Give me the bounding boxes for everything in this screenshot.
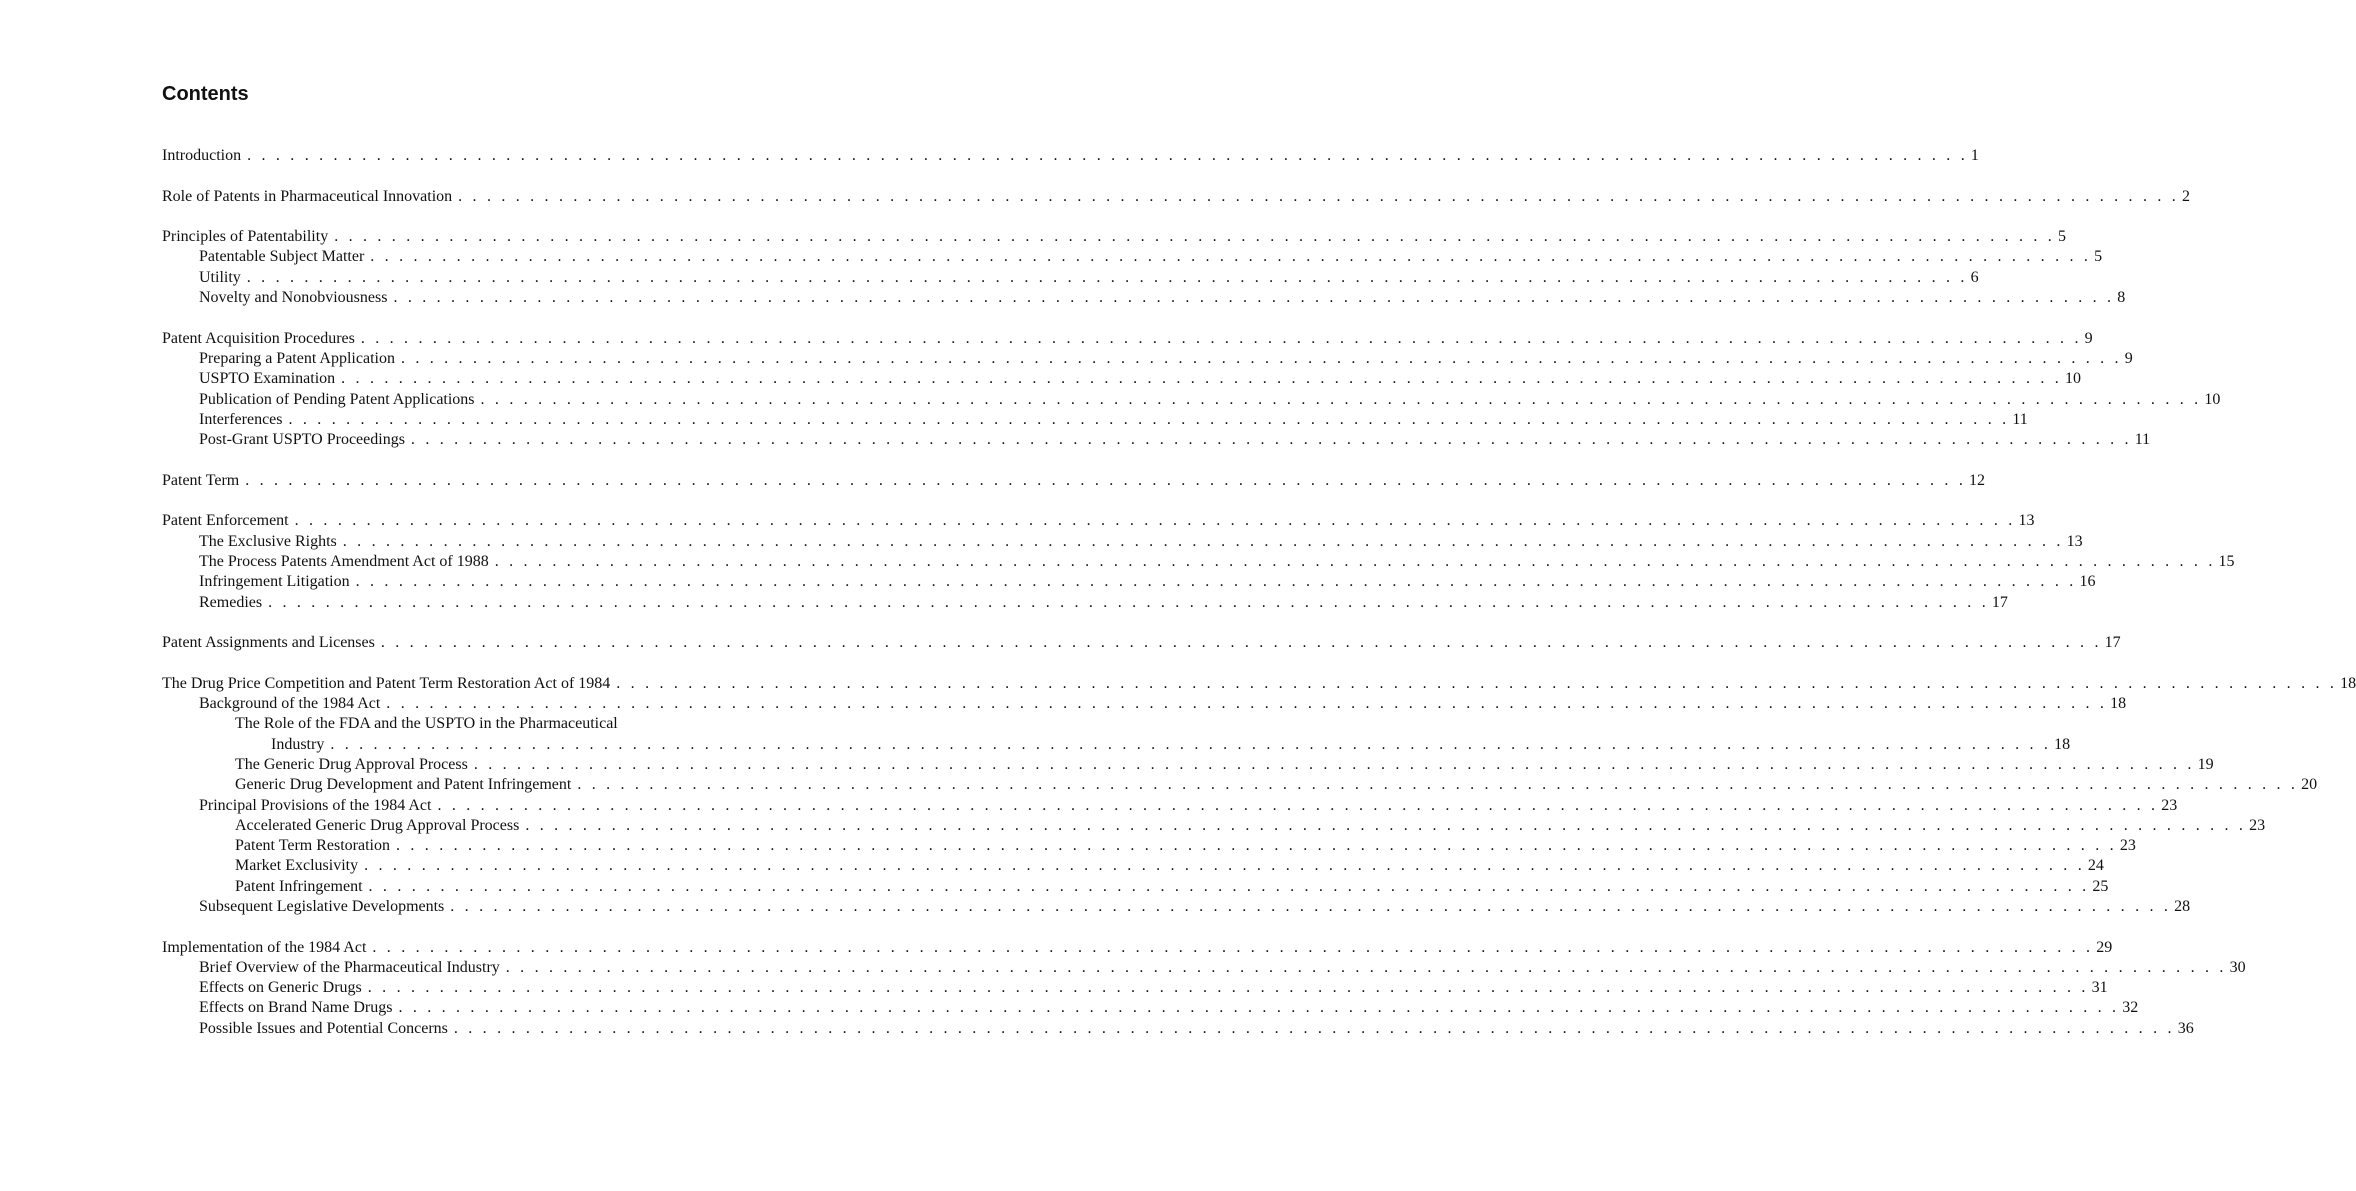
toc-page-number: 11: [2012, 410, 2028, 428]
toc-entry[interactable]: [162, 938, 2113, 958]
toc-entry[interactable]: [162, 572, 2096, 592]
dot-leader: . . . . . . . . . . . . . . . . . . . . . . . . . . . . . . . . . . . . . . . . . . . . . . . . . . . . . . . . . . . . . . . . . . . . . . . . . . . . . . . . . . . . . . . . . . . . . . . . . . . . . . . . . . . . . . . . . . . . . . . .: [294, 512, 2016, 530]
toc-page-number: 18: [2340, 674, 2356, 692]
toc-entry-title: Post-Grant USPTO Proceedings: [199, 431, 405, 449]
toc-entry[interactable]: [162, 268, 1979, 288]
toc-entry-title: Possible Issues and Potential Concerns: [199, 1019, 448, 1037]
dot-leader: . . . . . . . . . . . . . . . . . . . . . . . . . . . . . . . . . . . . . . . . . . . . . . . . . . . . . . . . . . . . . . . . . . . . . . . . . . . . . . . . . . . . . . . . . . . . . . . . . . . . . . . . . . . . . . . . . . . . . . . .: [437, 796, 2159, 814]
toc-page-number: 6: [1970, 268, 1979, 286]
toc-entry-title: Generic Drug Development and Patent Infringement: [235, 776, 572, 794]
toc-page-number: 9: [2084, 329, 2093, 347]
toc-page-number: 29: [2096, 938, 2113, 956]
toc-page-number: 16: [2079, 573, 2096, 591]
toc-entry-title: The Exclusive Rights: [199, 532, 337, 550]
toc-entry[interactable]: [162, 897, 2191, 917]
dot-leader: . . . . . . . . . . . . . . . . . . . . . . . . . . . . . . . . . . . . . . . . . . . . . . . . . . . . . . . . . . . . . . . . . . . . . . . . . . . . . . . . . . . . . . . . . . . . . . . . . . . . . . . . . . . . . . . . . . . . . . . .: [245, 471, 1967, 489]
dot-leader: . . . . . . . . . . . . . . . . . . . . . . . . . . . . . . . . . . . . . . . . . . . . . . . . . . . . . . . . . . . . . . . . . . . . . . . . . . . . . . . . . . . . . . . . . . . . . . . . . . . . . . . . . . . . . . . . . . . . . . . .: [505, 958, 2227, 976]
toc-page-number: 36: [2177, 1019, 2194, 1037]
toc-entry-title: Accelerated Generic Drug Approval Process: [235, 816, 520, 834]
toc-section: [162, 187, 2190, 207]
toc-entry-title: Preparing a Patent Application: [199, 349, 395, 367]
dot-leader: . . . . . . . . . . . . . . . . . . . . . . . . . . . . . . . . . . . . . . . . . . . . . . . . . . . . . . . . . . . . . . . . . . . . . . . . . . . . . . . . . . . . . . . . . . . . . . . . . . . . . . . . . . . . . . . . . . . . . . . .: [368, 877, 2090, 895]
toc-page-number: 23: [2161, 796, 2178, 814]
toc-entry-title: Effects on Generic Drugs: [199, 979, 362, 997]
toc-entry[interactable]: [162, 816, 2266, 836]
toc-entry[interactable]: [162, 775, 2318, 795]
toc-page-number: 18: [2110, 695, 2127, 713]
toc-entry[interactable]: [162, 329, 2093, 349]
dot-leader: . . . . . . . . . . . . . . . . . . . . . . . . . . . . . . . . . . . . . . . . . . . . . . . . . . . . . . . . . . . . . . . . . . . . . . . . . . . . . . . . . . . . . . . . . . . . . . . . . . . . . . . . . . . . . . . . . . . . . . . .: [577, 776, 2299, 794]
toc-page-number: 17: [1991, 593, 2008, 611]
toc-entry[interactable]: [162, 978, 2108, 998]
toc-entry-title: Infringement Litigation: [199, 573, 350, 591]
toc-entry[interactable]: [162, 836, 2136, 856]
toc-entry-title: Patent Term: [162, 471, 240, 489]
toc-page-number: 15: [2218, 552, 2235, 570]
toc-page-number: 31: [2091, 979, 2108, 997]
dot-leader: . . . . . . . . . . . . . . . . . . . . . . . . . . . . . . . . . . . . . . . . . . . . . . . . . . . . . . . . . . . . . . . . . . . . . . . . . . . . . . . . . . . . . . . . . . . . . . . . . . . . . . . . . . . . . . . . . . . . . . . .: [246, 268, 1968, 286]
toc-page-number: 30: [2229, 958, 2246, 976]
toc-entry[interactable]: [162, 998, 2139, 1018]
toc-entry-title: Introduction: [162, 147, 242, 164]
dot-leader: . . . . . . . . . . . . . . . . . . . . . . . . . . . . . . . . . . . . . . . . . . . . . . . . . . . . . . . . . . . . . . . . . . . . . . . . . . . . . . . . . . . . . . . . . . . . . . . . . . . . . . . . . . . . . . . . . . . . . . . .: [334, 228, 2056, 246]
toc-section: [162, 329, 2221, 451]
dot-leader: . . . . . . . . . . . . . . . . . . . . . . . . . . . . . . . . . . . . . . . . . . . . . . . . . . . . . . . . . . . . . . . . . . . . . . . . . . . . . . . . . . . . . . . . . . . . . . . . . . . . . . . . . . . . . . . . . . . . . . . .: [360, 329, 2082, 347]
toc-section: [162, 674, 2356, 918]
toc-entry-title: Novelty and Nonobviousness: [199, 289, 388, 307]
toc-entry[interactable]: [162, 187, 2190, 207]
toc-entry[interactable]: [162, 552, 2235, 572]
dot-leader: . . . . . . . . . . . . . . . . . . . . . . . . . . . . . . . . . . . . . . . . . . . . . . . . . . . . . . . . . . . . . . . . . . . . . . . . . . . . . . . . . . . . . . . . . . . . . . . . . . . . . . . . . . . . . . . . . . . . . . . .: [364, 857, 2085, 875]
dot-leader: . . . . . . . . . . . . . . . . . . . . . . . . . . . . . . . . . . . . . . . . . . . . . . . . . . . . . . . . . . . . . . . . . . . . . . . . . . . . . . . . . . . . . . . . . . . . . . . . . . . . . . . . . . . . . . . . . . . . . . . .: [616, 674, 2338, 692]
dot-leader: . . . . . . . . . . . . . . . . . . . . . . . . . . . . . . . . . . . . . . . . . . . . . . . . . . . . . . . . . . . . . . . . . . . . . . . . . . . . . . . . . . . . . . . . . . . . . . . . . . . . . . . . . . . . . . . . . . . . . . . .: [458, 187, 2179, 205]
toc-entry-title: The Drug Price Competition and Patent Term Restoration Act of 1984: [162, 674, 611, 692]
toc-entry[interactable]: [162, 755, 2214, 775]
toc-entry-title: The Generic Drug Approval Process: [235, 755, 468, 773]
dot-leader: . . . . . . . . . . . . . . . . . . . . . . . . . . . . . . . . . . . . . . . . . . . . . . . . . . . . . . . . . . . . . . . . . . . . . . . . . . . . . . . . . . . . . . . . . . . . . . . . . . . . . . . . . . . . . . . . . . . . . . . .: [450, 897, 2172, 915]
dot-leader: . . . . . . . . . . . . . . . . . . . . . . . . . . . . . . . . . . . . . . . . . . . . . . . . . . . . . . . . . . . . . . . . . . . . . . . . . . . . . . . . . . . . . . . . . . . . . . . . . . . . . . . . . . . . . . . . . . . . . . . .: [372, 938, 2094, 956]
toc-entry[interactable]: [162, 390, 2221, 410]
toc-section: [162, 227, 2126, 308]
dot-leader: . . . . . . . . . . . . . . . . . . . . . . . . . . . . . . . . . . . . . . . . . . . . . . . . . . . . . . . . . . . . . . . . . . . . . . . . . . . . . . . . . . . . . . . . . . . . . . . . . . . . . . . . . . . . . . . . . . . . . . . .: [393, 289, 2115, 307]
dot-leader: . . . . . . . . . . . . . . . . . . . . . . . . . . . . . . . . . . . . . . . . . . . . . . . . . . . . . . . . . . . . . . . . . . . . . . . . . . . . . . . . . . . . . . . . . . . . . . . . . . . . . . . . . . . . . . . . . . . . . . . .: [268, 593, 1989, 611]
dot-leader: . . . . . . . . . . . . . . . . . . . . . . . . . . . . . . . . . . . . . . . . . . . . . . . . . . . . . . . . . . . . . . . . . . . . . . . . . . . . . . . . . . . . . . . . . . . . . . . . . . . . . . . . . . . . . . . . . . . . . . . .: [288, 410, 2010, 428]
dot-leader: . . . . . . . . . . . . . . . . . . . . . . . . . . . . . . . . . . . . . . . . . . . . . . . . . . . . . . . . . . . . . . . . . . . . . . . . . . . . . . . . . . . . . . . . . . . . . . . . . . . . . . . . . . . . . . . . . . . . . . . .: [494, 552, 2216, 570]
toc-entry[interactable]: [162, 247, 2103, 267]
toc-entry[interactable]: [162, 877, 2109, 897]
page-title: Contents: [162, 83, 249, 105]
toc-section: [162, 471, 1986, 491]
toc-entry-title: Remedies: [199, 593, 263, 611]
toc-entry[interactable]: [162, 430, 2151, 450]
dot-leader: . . . . . . . . . . . . . . . . . . . . . . . . . . . . . . . . . . . . . . . . . . . . . . . . . . . . . . . . . . . . . . . . . . . . . . . . . . . . . . . . . . . . . . . . . . . . . . . . . . . . . . . . . . . . . . . . . . . . . . . .: [247, 147, 1968, 164]
toc-page-number: 28: [2174, 897, 2191, 915]
toc-entry-title: Principal Provisions of the 1984 Act: [199, 796, 432, 814]
toc-entry[interactable]: [162, 288, 2126, 308]
toc-page-number: 5: [2094, 248, 2103, 266]
toc-page-number: 8: [2117, 289, 2126, 307]
toc-entry[interactable]: [162, 471, 1986, 491]
toc-entry[interactable]: [162, 694, 2127, 714]
toc-entry-title: Patentable Subject Matter: [199, 248, 365, 266]
toc-entry-title: Patent Acquisition Procedures: [162, 329, 355, 347]
toc-entry[interactable]: [162, 735, 2071, 755]
toc-entry-title: Industry: [271, 735, 325, 753]
dot-leader: . . . . . . . . . . . . . . . . . . . . . . . . . . . . . . . . . . . . . . . . . . . . . . . . . . . . . . . . . . . . . . . . . . . . . . . . . . . . . . . . . . . . . . . . . . . . . . . . . . . . . . . . . . . . . . . . . . . . . . . .: [367, 979, 2089, 997]
toc-entry-title: Role of Patents in Pharmaceutical Innovation: [162, 187, 453, 205]
toc-entry-title: Patent Term Restoration: [235, 837, 390, 855]
toc-entry[interactable]: [162, 674, 2356, 694]
toc-page-number: 19: [2197, 755, 2214, 773]
dot-leader: . . . . . . . . . . . . . . . . . . . . . . . . . . . . . . . . . . . . . . . . . . . . . . . . . . . . . . . . . . . . . . . . . . . . . . . . . . . . . . . . . . . . . . . . . . . . . . . . . . . . . . . . . . . . . . . . . . . . . . . .: [330, 735, 2052, 753]
toc-entry[interactable]: [162, 349, 2133, 369]
table-of-contents: [162, 146, 2356, 1059]
toc-entry-title: Publication of Pending Patent Applications: [199, 390, 475, 408]
dot-leader: . . . . . . . . . . . . . . . . . . . . . . . . . . . . . . . . . . . . . . . . . . . . . . . . . . . . . . . . . . . . . . . . . . . . . . . . . . . . . . . . . . . . . . . . . . . . . . . . . . . . . . . . . . . . . . . . . . . . . . . .: [400, 349, 2122, 367]
toc-page-number: 10: [2064, 370, 2081, 388]
toc-page-number: 10: [2204, 390, 2221, 408]
toc-entry[interactable]: [162, 410, 2028, 430]
dot-leader: . . . . . . . . . . . . . . . . . . . . . . . . . . . . . . . . . . . . . . . . . . . . . . . . . . . . . . . . . . . . . . . . . . . . . . . . . . . . . . . . . . . . . . . . . . . . . . . . . . . . . . . . . . . . . . . . . . . . . . . .: [525, 816, 2247, 834]
toc-entry-title: Market Exclusivity: [235, 857, 359, 875]
toc-entry[interactable]: [162, 1019, 2194, 1039]
toc-page-number: 9: [2124, 349, 2133, 367]
toc-entry-title: Implementation of the 1984 Act: [162, 938, 367, 956]
dot-leader: . . . . . . . . . . . . . . . . . . . . . . . . . . . . . . . . . . . . . . . . . . . . . . . . . . . . . . . . . . . . . . . . . . . . . . . . . . . . . . . . . . . . . . . . . . . . . . . . . . . . . . . . . . . . . . . . . . . . . . . .: [396, 837, 2117, 855]
toc-entry-title: Patent Enforcement: [162, 512, 289, 530]
toc-page-number: 24: [2087, 857, 2104, 875]
toc-page-number: 12: [1969, 471, 1986, 489]
toc-entry-title: Principles of Patentability: [162, 228, 329, 246]
toc-page-number: 32: [2122, 999, 2139, 1017]
toc-page-number: 11: [2134, 431, 2151, 449]
dot-leader: . . . . . . . . . . . . . . . . . . . . . . . . . . . . . . . . . . . . . . . . . . . . . . . . . . . . . . . . . . . . . . . . . . . . . . . . . . . . . . . . . . . . . . . . . . . . . . . . . . . . . . . . . . . . . . . . . . . . . . . .: [480, 390, 2202, 408]
toc-entry[interactable]: [162, 633, 2121, 653]
toc-page-number: 5: [2058, 228, 2067, 246]
toc-entry[interactable]: [162, 796, 2178, 816]
toc-page-number: 25: [2092, 877, 2109, 895]
toc-entry-title: The Process Patents Amendment Act of 1988: [199, 552, 489, 570]
toc-page-number: 18: [2054, 735, 2071, 753]
dot-leader: . . . . . . . . . . . . . . . . . . . . . . . . . . . . . . . . . . . . . . . . . . . . . . . . . . . . . . . . . . . . . . . . . . . . . . . . . . . . . . . . . . . . . . . . . . . . . . . . . . . . . . . . . . . . . . . . . . . . . . . .: [341, 370, 2062, 388]
toc-entry-title: Subsequent Legislative Developments: [199, 897, 445, 915]
toc-entry-title: Effects on Brand Name Drugs: [199, 999, 393, 1017]
toc-entry[interactable]: [162, 146, 1979, 166]
toc-entry-title: Background of the 1984 Act: [199, 695, 381, 713]
toc-entry[interactable]: [162, 532, 2083, 552]
toc-page-number: 23: [2119, 837, 2136, 855]
toc-page-number: 23: [2249, 816, 2266, 834]
toc-page-number: 20: [2301, 776, 2318, 794]
toc-page-number: 17: [2104, 634, 2121, 652]
dot-leader: . . . . . . . . . . . . . . . . . . . . . . . . . . . . . . . . . . . . . . . . . . . . . . . . . . . . . . . . . . . . . . . . . . . . . . . . . . . . . . . . . . . . . . . . . . . . . . . . . . . . . . . . . . . . . . . . . . . . . . . .: [398, 999, 2120, 1017]
toc-entry[interactable]: [162, 369, 2081, 389]
toc-page-number: 13: [2018, 512, 2035, 530]
toc-page-number: 13: [2066, 532, 2083, 550]
toc-entry[interactable]: [162, 856, 2104, 876]
toc-entry[interactable]: [162, 511, 2035, 531]
toc-entry-title: Brief Overview of the Pharmaceutical Industry: [199, 958, 500, 976]
toc-entry[interactable]: [162, 593, 2008, 613]
dot-leader: . . . . . . . . . . . . . . . . . . . . . . . . . . . . . . . . . . . . . . . . . . . . . . . . . . . . . . . . . . . . . . . . . . . . . . . . . . . . . . . . . . . . . . . . . . . . . . . . . . . . . . . . . . . . . . . . . . . . . . . .: [453, 1019, 2175, 1037]
toc-entry[interactable]: [162, 227, 2067, 247]
dot-leader: . . . . . . . . . . . . . . . . . . . . . . . . . . . . . . . . . . . . . . . . . . . . . . . . . . . . . . . . . . . . . . . . . . . . . . . . . . . . . . . . . . . . . . . . . . . . . . . . . . . . . . . . . . . . . . . . . . . . . . . .: [386, 695, 2108, 713]
toc-page-number: 2: [2181, 187, 2190, 205]
dot-leader: . . . . . . . . . . . . . . . . . . . . . . . . . . . . . . . . . . . . . . . . . . . . . . . . . . . . . . . . . . . . . . . . . . . . . . . . . . . . . . . . . . . . . . . . . . . . . . . . . . . . . . . . . . . . . . . . . . . . . . . .: [370, 248, 2092, 266]
toc-entry-title: Utility: [199, 268, 241, 286]
dot-leader: . . . . . . . . . . . . . . . . . . . . . . . . . . . . . . . . . . . . . . . . . . . . . . . . . . . . . . . . . . . . . . . . . . . . . . . . . . . . . . . . . . . . . . . . . . . . . . . . . . . . . . . . . . . . . . . . . . . . . . . .: [342, 532, 2064, 550]
toc-entry-title: Patent Assignments and Licenses: [162, 634, 375, 652]
toc-section: [162, 146, 1979, 166]
toc-section: [162, 938, 2246, 1039]
toc-section: [162, 633, 2121, 653]
dot-leader: . . . . . . . . . . . . . . . . . . . . . . . . . . . . . . . . . . . . . . . . . . . . . . . . . . . . . . . . . . . . . . . . . . . . . . . . . . . . . . . . . . . . . . . . . . . . . . . . . . . . . . . . . . . . . . . . . . . . . . . .: [410, 431, 2132, 449]
toc-entry[interactable]: [162, 958, 2246, 978]
dot-leader: . . . . . . . . . . . . . . . . . . . . . . . . . . . . . . . . . . . . . . . . . . . . . . . . . . . . . . . . . . . . . . . . . . . . . . . . . . . . . . . . . . . . . . . . . . . . . . . . . . . . . . . . . . . . . . . . . . . . . . . .: [355, 573, 2077, 591]
toc-entry-title[interactable]: The Role of the FDA and the USPTO in the Pharmaceutical: [235, 715, 618, 733]
toc-page-number: 1: [1970, 147, 1979, 164]
toc-entry-title: Interferences: [199, 410, 283, 428]
dot-leader: . . . . . . . . . . . . . . . . . . . . . . . . . . . . . . . . . . . . . . . . . . . . . . . . . . . . . . . . . . . . . . . . . . . . . . . . . . . . . . . . . . . . . . . . . . . . . . . . . . . . . . . . . . . . . . . . . . . . . . . .: [380, 634, 2102, 652]
dot-leader: . . . . . . . . . . . . . . . . . . . . . . . . . . . . . . . . . . . . . . . . . . . . . . . . . . . . . . . . . . . . . . . . . . . . . . . . . . . . . . . . . . . . . . . . . . . . . . . . . . . . . . . . . . . . . . . . . . . . . . . .: [473, 755, 2195, 773]
toc-entry-title: Patent Infringement: [235, 877, 363, 895]
toc-section: [162, 511, 2235, 612]
toc-entry-title: USPTO Examination: [199, 370, 336, 388]
